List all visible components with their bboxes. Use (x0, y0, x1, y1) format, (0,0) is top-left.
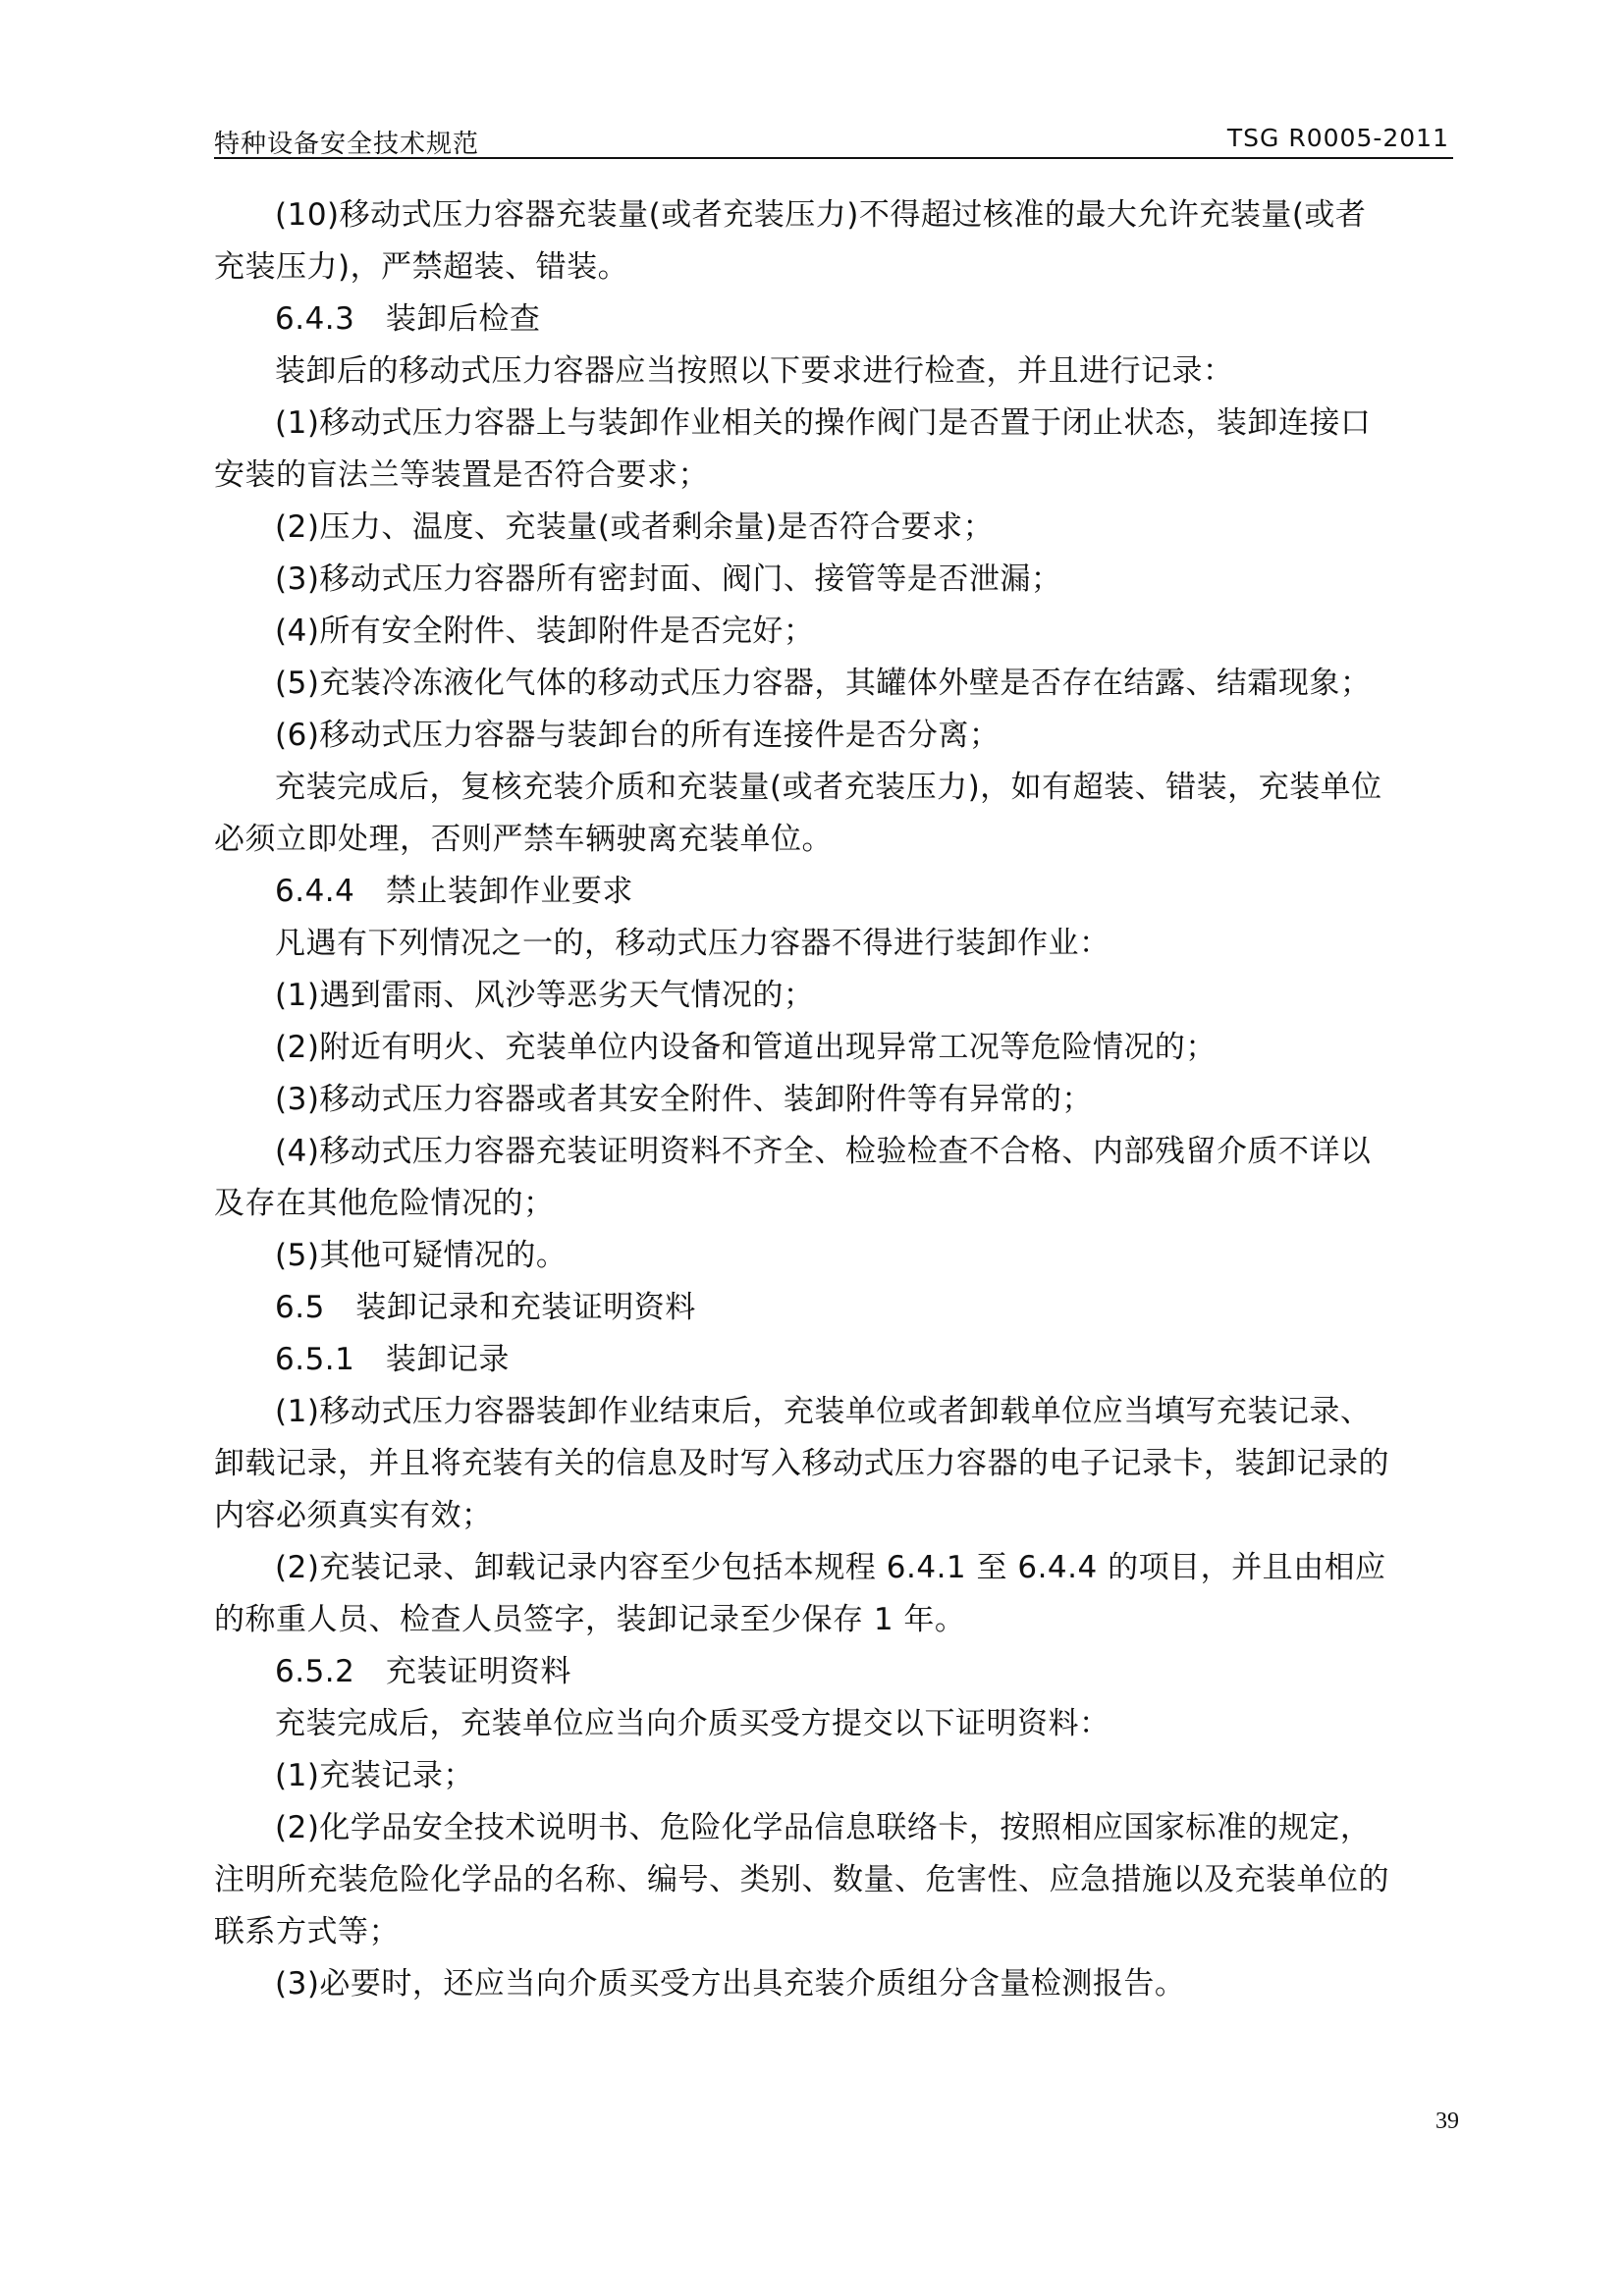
text-line: (6)移动式压力容器与装卸台的所有连接件是否分离； (275, 718, 1001, 753)
text-line: 6.4.3 装卸后检查 (275, 301, 541, 337)
text-line: 充装完成后，复核充装介质和充装量(或者充装压力)，如有超装、错装，充装单位 (275, 770, 1382, 805)
text-line: 充装完成后，充装单位应当向介质买受方提交以下证明资料： (275, 1706, 1110, 1741)
text-line: (3)移动式压力容器或者其安全附件、装卸附件等有异常的； (275, 1082, 1093, 1117)
text-line: (2)充装记录、卸载记录内容至少包括本规程 6.4.1 至 6.4.4 的项目，并且由相应 (275, 1550, 1386, 1585)
text-line: (4)所有安全附件、装卸附件是否完好； (275, 614, 815, 649)
text-line: 联系方式等； (214, 1914, 400, 1949)
text-line: 装卸后的移动式压力容器应当按照以下要求进行检查，并且进行记录： (275, 353, 1234, 389)
text-line: 的称重人员、检查人员签字，装卸记录至少保存 1 年。 (214, 1602, 966, 1637)
text-line: 凡遇有下列情况之一的，移动式压力容器不得进行装卸作业： (275, 926, 1110, 961)
body-text (214, 189, 1453, 2010)
text-line: 6.4.4 禁止装卸作业要求 (275, 874, 633, 909)
text-line: 6.5.1 装卸记录 (275, 1342, 510, 1377)
text-line: 6.5 装卸记录和充装证明资料 (275, 1290, 696, 1325)
text-line: (5)其他可疑情况的。 (275, 1238, 568, 1273)
text-line: 充装压力)，严禁超装、错装。 (214, 249, 629, 285)
text-line: (2)附近有明火、充装单位内设备和管道出现异常工况等危险情况的； (275, 1030, 1217, 1065)
header-title: 特种设备安全技术规范 (214, 130, 480, 159)
text-line: 必须立即处理，否则严禁车辆驶离充装单位。 (214, 822, 833, 857)
text-line: (3)必要时，还应当向介质买受方出具充装介质组分含量检测报告。 (275, 1966, 1186, 2002)
text-line: (10)移动式压力容器充装量(或者充装压力)不得超过核准的最大允许充装量(或者 (275, 197, 1367, 233)
text-line: (5)充装冷冻液化气体的移动式压力容器，其罐体外壁是否存在结露、结霜现象； (275, 666, 1372, 701)
text-line: (4)移动式压力容器充装证明资料不齐全、检验检查不合格、内部残留介质不详以 (275, 1134, 1372, 1169)
page-number: 39 (1435, 2109, 1459, 2134)
page-header (214, 122, 1453, 159)
text-line: (1)移动式压力容器装卸作业结束后，充装单位或者卸载单位应当填写充装记录、 (275, 1394, 1372, 1429)
text-line: (1)遇到雷雨、风沙等恶劣天气情况的； (275, 978, 815, 1013)
text-line: 卸载记录，并且将充装有关的信息及时写入移动式压力容器的电子记录卡，装卸记录的 (214, 1446, 1389, 1481)
text-line: (2)化学品安全技术说明书、危险化学品信息联络卡，按照相应国家标准的规定， (275, 1810, 1372, 1845)
header-standard-code: TSG R0005-2011 (1226, 124, 1449, 152)
text-line: 6.5.2 充装证明资料 (275, 1654, 571, 1689)
text-line: (1)充装记录； (275, 1758, 474, 1793)
text-line: (1)移动式压力容器上与装卸作业相关的操作阀门是否置于闭止状态，装卸连接口 (275, 405, 1372, 441)
text-line: 注明所充装危险化学品的名称、编号、类别、数量、危害性、应急措施以及充装单位的 (214, 1862, 1389, 1897)
text-line: 及存在其他危险情况的； (214, 1186, 555, 1221)
text-line: 内容必须真实有效； (214, 1498, 493, 1533)
text-line: 安装的盲法兰等装置是否符合要求； (214, 457, 709, 493)
text-line: (3)移动式压力容器所有密封面、阀门、接管等是否泄漏； (275, 561, 1062, 597)
text-line: (2)压力、温度、充装量(或者剩余量)是否符合要求； (275, 509, 995, 545)
